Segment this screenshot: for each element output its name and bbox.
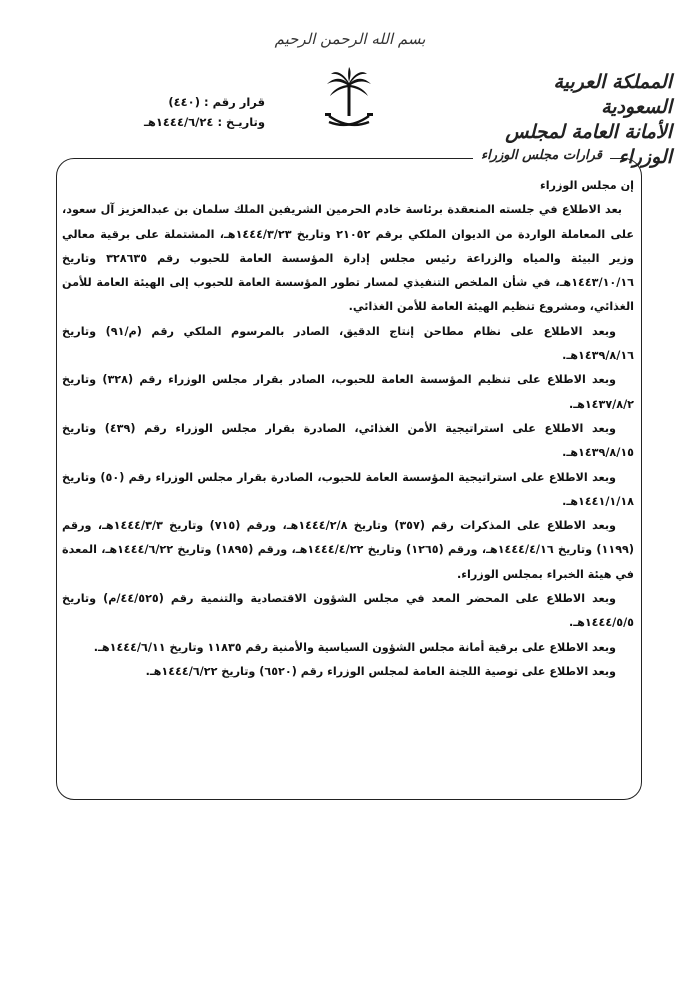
paragraph: وبعد الاطلاع على تنظيم المؤسسة العامة للحبوب، الصادر بقرار مجلس الوزراء رقم (٣٢٨) وتاريخ ١٤٣٧/٨/٢هـ. xyxy=(62,373,634,411)
decision-date-label: وتاريـخ : xyxy=(217,115,265,129)
paragraph: وبعد الاطلاع على توصية اللجنة العامة لمجلس الوزراء رقم (٦٥٢٠) وتاريخ ١٤٤٤/٦/٢٢هـ. xyxy=(145,664,616,678)
paragraph: بعد الاطلاع في جلسته المنعقدة برئاسة خادم الحرمين الشريفين الملك سلمان بن عبدالعزيز آل سعود، على المعاملة الواردة من الديوان الملكي برقم ٢١٠٥٢ وتاريخ ١٤٤٤/٣/٢٣هـ، المشتملة على برقية معالي وزير البيئة والمياه والزراعة رئيس مجلس إدارة المؤسسة العامة للحبوب رقم ٣٢٨٦٣٥ وتاريخ ١٤٤٣/١٠/١٦هـ، في شأن الملخص التنفيذي لمسار تطور المؤسسة العامة للحبوب إلى الهيئة العامة للأمن الغذائي، ومشروع تنظيم الهيئة العامة للأمن الغذائي. xyxy=(62,203,635,314)
decision-number-label: قرار رقم : xyxy=(203,95,265,109)
paragraph: وبعد الاطلاع على استراتيجية المؤسسة العامة للحبوب، الصادرة بقرار مجلس الوزراء رقم (٥٠) وتاريخ ١٤٤١/١/١٨هـ. xyxy=(62,470,634,508)
paragraph: وبعد الاطلاع على المحضر المعد في مجلس الشؤون الاقتصادية والتنمية رقم (٤٤/٥٢٥/م) وتاريخ ١٤٤٤/٥/٥هـ. xyxy=(62,592,634,630)
paragraph: وبعد الاطلاع على استراتيجية الأمن الغذائي، الصادرة بقرار مجلس الوزراء رقم (٤٣٩) وتاريخ ١٤٣٩/٨/١٥هـ. xyxy=(62,421,634,460)
decision-number: (٤٤٠) xyxy=(168,95,200,109)
decision-date: ١٤٤٤/٦/٢٤هـ xyxy=(143,115,214,129)
decision-body xyxy=(62,174,634,684)
frame-title: قرارات مجلس الوزراء xyxy=(473,148,610,163)
saudi-emblem-icon xyxy=(323,66,375,134)
paragraph: وبعد الاطلاع على المذكرات رقم (٣٥٧) وتاريخ ١٤٤٤/٢/٨هـ، ورقم (٧١٥) وتاريخ ١٤٤٤/٣/٣هـ، ورقم (١١٩٩) وتاريخ ١٤٤٤/٤/١٦هـ، ورقم (١٢٦٥) وتاريخ ١٤٤٤/٤/٢٢هـ، ورقم (١٨٩٥) وتاريخ ١٤٤٤/٦/٢٢هـ، المعدة في هيئة الخبراء بمجلس الوزراء. xyxy=(62,519,634,581)
paragraph: وبعد الاطلاع على برقية أمانة مجلس الشؤون السياسية والأمنية رقم ١١٨٣٥ وتاريخ ١٤٤٤/٦/١١هـ. xyxy=(93,640,616,654)
org-line-secretariat: الأمانة العامة لمجلس الوزراء xyxy=(505,121,672,168)
paragraph: وبعد الاطلاع على نظام مطاحن إنتاج الدقيق، الصادر بالمرسوم الملكي رقم (م/٩١) وتاريخ ١٤٣٩/٨/١٦هـ. xyxy=(62,324,634,363)
decision-number-row xyxy=(105,92,265,112)
basmala: بسم الله الرحمن الرحيم xyxy=(274,30,426,48)
decision-meta xyxy=(105,92,265,132)
opening-line: إن مجلس الوزراء xyxy=(539,179,634,192)
decision-date-row xyxy=(105,112,265,132)
org-line-kingdom: المملكة العربية السعودية xyxy=(553,71,672,118)
